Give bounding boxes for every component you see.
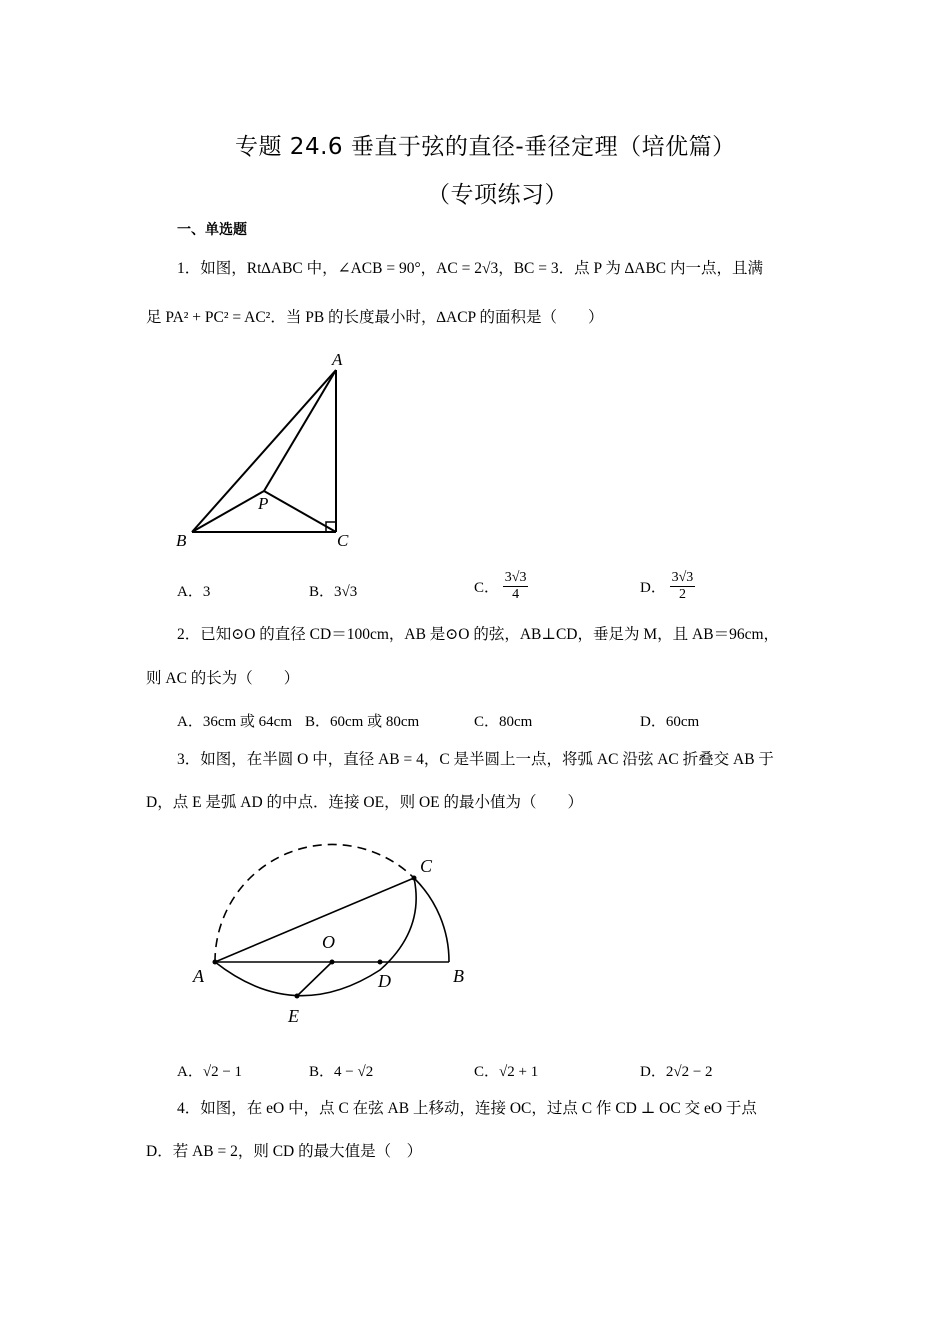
page-subtitle: （专项练习） — [427, 182, 568, 208]
q3-figure — [185, 830, 485, 1030]
q1-segment-ap — [264, 370, 336, 491]
q3-label-a: A — [193, 966, 204, 986]
q1-option-a[interactable]: A．3 — [177, 584, 211, 600]
q3-semicircle-arc — [414, 878, 449, 962]
q3-segment-oe — [297, 962, 332, 996]
q3-label-b: B — [453, 966, 464, 986]
q4-text-line1: 4．如图，在 eO 中，点 C 在弦 AB 上移动，连接 OC，过点 C 作 CD ⊥ OC 交 eO 于点 — [177, 1100, 757, 1117]
q1-figure — [170, 345, 360, 555]
q1-label-c: C — [337, 531, 349, 550]
page-title: 专题 24.6 垂直于弦的直径-垂径定理（培优篇） — [235, 134, 736, 160]
q1-label-p: P — [258, 494, 269, 513]
q3-label-d: D — [378, 971, 391, 991]
section-heading: 一、单选题 — [177, 222, 247, 238]
q1-segment-bp — [192, 491, 264, 532]
q2-option-d[interactable]: D．60cm — [640, 714, 700, 730]
q3-label-e: E — [288, 1006, 299, 1026]
q2-option-c[interactable]: C．80cm — [474, 714, 533, 730]
q1-option-b[interactable]: B．3√3 — [309, 584, 358, 600]
q1-option-d[interactable]: D． $\frac{3√3}{2}$ — [640, 570, 694, 602]
q1-label-a: A — [332, 350, 343, 369]
q1-label-b: B — [176, 531, 187, 550]
q3-label-o: O — [322, 932, 335, 952]
q3-label-c: C — [420, 856, 433, 876]
q3-text-line1: 3．如图，在半圆 O 中，直径 AB = 4，C 是半圆上一点，将弧 AC 沿弦 AC 折叠交 AB 于 — [177, 751, 774, 768]
q2-text-line2: 则 AC 的长为（ ） — [146, 670, 300, 687]
q3-option-a[interactable]: A．√2 − 1 — [177, 1064, 243, 1080]
q3-chord-ac — [215, 878, 414, 962]
q2-option-b[interactable]: B．60cm 或 80cm — [305, 714, 420, 730]
q3-dashed-arc — [215, 844, 414, 962]
q1-text-line1: 1．如图，Rt∆ABC 中，∠ACB = 90°，AC = 2√3，BC = 3．点 P 为 ∆ABC 内一点，且满 — [177, 260, 764, 277]
q2-option-a[interactable]: A．36cm 或 64cm — [177, 714, 292, 730]
q3-option-d[interactable]: D．2√2 − 2 — [640, 1064, 713, 1080]
q1-option-c[interactable]: C． $\frac{3√3}{4}$ — [474, 570, 527, 602]
q3-text-line2: D，点 E 是弧 AD 的中点．连接 OE，则 OE 的最小值为（ ） — [146, 794, 583, 811]
q3-option-c[interactable]: C．√2 + 1 — [474, 1064, 539, 1080]
q1-segment-cp — [264, 491, 336, 532]
q3-option-b[interactable]: B．4 − √2 — [309, 1064, 374, 1080]
q2-text-line1: 2．已知⊙O 的直径 CD＝100cm，AB 是⊙O 的弦，AB⊥CD，垂足为 M，且 AB＝96cm， — [177, 626, 780, 643]
q1-text-line2: 足 PA² + PC² = AC²．当 PB 的长度最小时，∆ACP 的面积是（ ） — [146, 309, 604, 326]
q4-text-line2: D．若 AB = 2，则 CD 的最大值是（ ） — [146, 1143, 423, 1160]
